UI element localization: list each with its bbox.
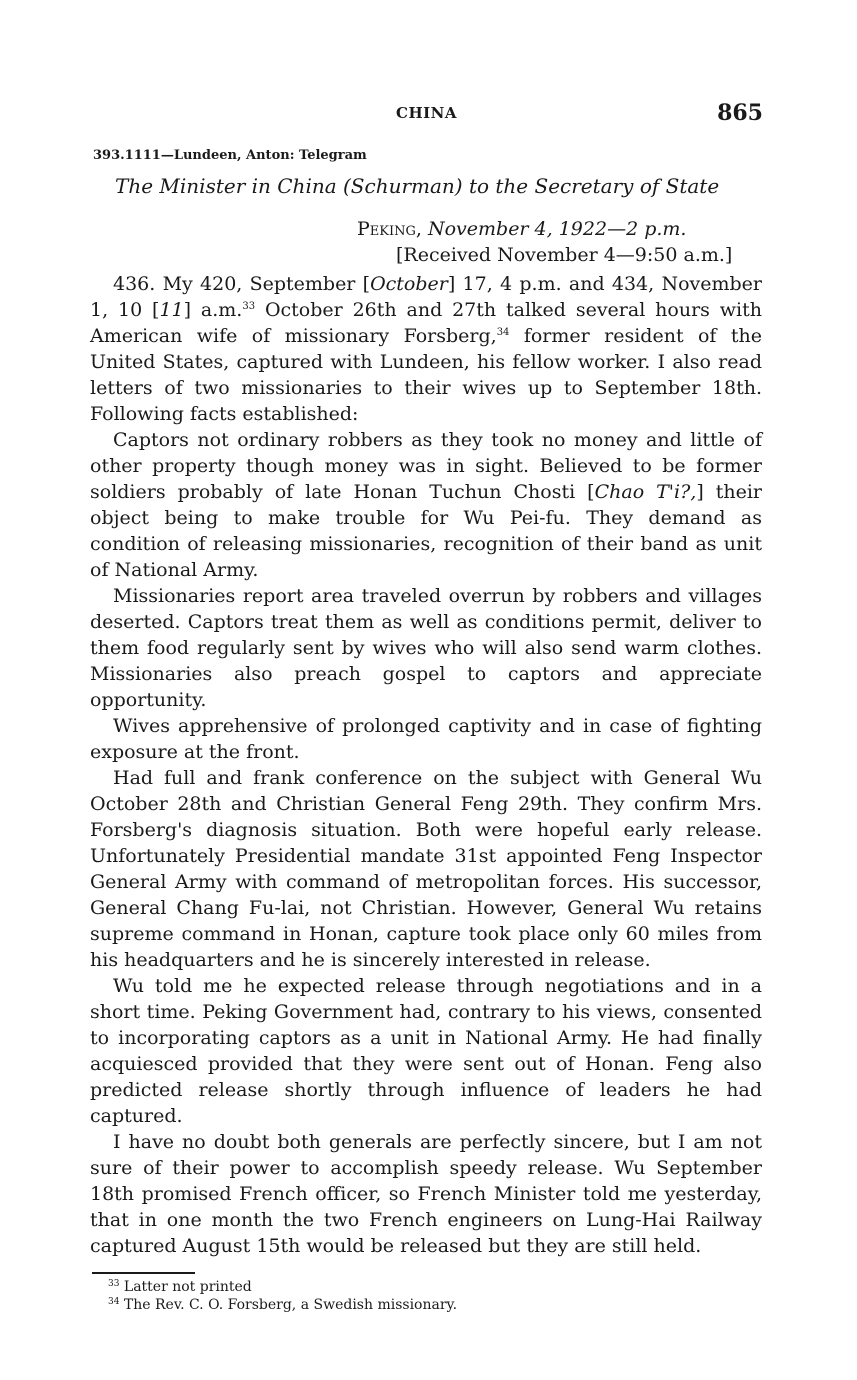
p1-italic-day: 11 [159,299,184,321]
paragraph-4: Wives apprehensive of prolonged captivity and in case of fighting exposure at the front. [90,715,762,763]
telegram-body [90,271,762,1259]
paragraph-7: I have no doubt both generals are perfectly sincere, but I am not sure of their power to accomplish speedy release. Wu September 18th promised French officer, so French Minister told me yesterday, that in one month the two French engineers on Lung-Hai Railway captured August 15th would be released but they are still held. [90,1131,762,1257]
footnotes [108,1278,457,1314]
footnote-divider [92,1272,195,1274]
p2-text-c: ] their object being to make trouble for Wu Pei-fu. They demand as condition of releasing missionaries, recognition of their band as unit of National Army. [90,481,763,581]
dateline-date: November 4, 1922—2 p.m. [427,218,687,240]
running-head [90,102,763,132]
paragraph-1 [90,271,762,427]
footnote-ref-33: 33 [242,301,256,312]
footnote-34 [108,1296,457,1314]
footnote-ref-34: 34 [496,327,510,338]
p1-text-i: former resident of the United States, captured with Lundeen, his fellow worker. I also read letters of two missionaries to their wives up to September 18th. Following facts established: [90,325,762,425]
footnote-text: Latter not printed [123,1279,252,1295]
dateline-place: Peking, [357,218,422,240]
p2-text-a: Captors not ordinary robbers as they took no money and little of other property though money was in sight. Believed to be former soldiers probably of late Honan Tuchun Chosti [ [90,429,762,503]
footnote-mark: 33 [108,1279,120,1289]
p1-text-g: October 26th and 27th talked several hours with American wife of missionary Forsberg, [90,299,762,347]
footnote-mark: 34 [108,1297,120,1307]
file-reference: 393.1111—Lundeen, Anton: Telegram [93,148,367,163]
received-line: [Received November 4—9:50 a.m.] [396,244,733,266]
paragraph-5: Had full and frank conference on the subject with General Wu October 28th and Christian General Feng 29th. They confirm Mrs. Forsberg's diagnosis situation. Both were hopeful early release. Unfortunately Presidential mandate 31st appointed Feng Inspector General Army with command of metropolitan forces. His successor, General Chang Fu-lai, not Christian. However, General Wu retains supreme command in Honan, capture took place only 60 miles from his headquarters and he is sincerely interested in release. [90,767,762,971]
footnote-text: The Rev. C. O. Forsberg, a Swedish missionary. [123,1297,458,1313]
p1-text-a: 436. My 420, September [ [113,273,371,295]
page-number: 865 [717,100,763,126]
running-title: CHINA [396,104,457,122]
paragraph-6: Wu told me he expected release through negotiations and in a short time. Peking Government had, contrary to his views, consented to incorporating captors as a unit in National Army. He had finally acquiesced provided that they were sent out of Honan. Feng also predicted release shortly through influence of leaders he had captured. [90,975,762,1127]
dateline [357,218,686,240]
paragraph-3: Missionaries report area traveled overrun by robbers and villages deserted. Captors treat them as well as conditions permit, deliver to them food regularly sent by wives who will also send warm clothes. Missionaries also preach gospel to captors and appreciate opportunity. [90,585,762,711]
p1-text-e: ] a.m. [183,299,243,321]
p1-text-c: ] 17, 4 p.m. and 434, November 1, 10 [ [90,273,762,321]
p1-italic-month: October [370,273,448,295]
paragraph-2 [90,427,762,583]
document-heading: The Minister in China (Schurman) to the Secretary of State [115,174,720,198]
footnote-33 [108,1278,457,1296]
p2-italic-name: Chao T'i?, [594,481,697,503]
